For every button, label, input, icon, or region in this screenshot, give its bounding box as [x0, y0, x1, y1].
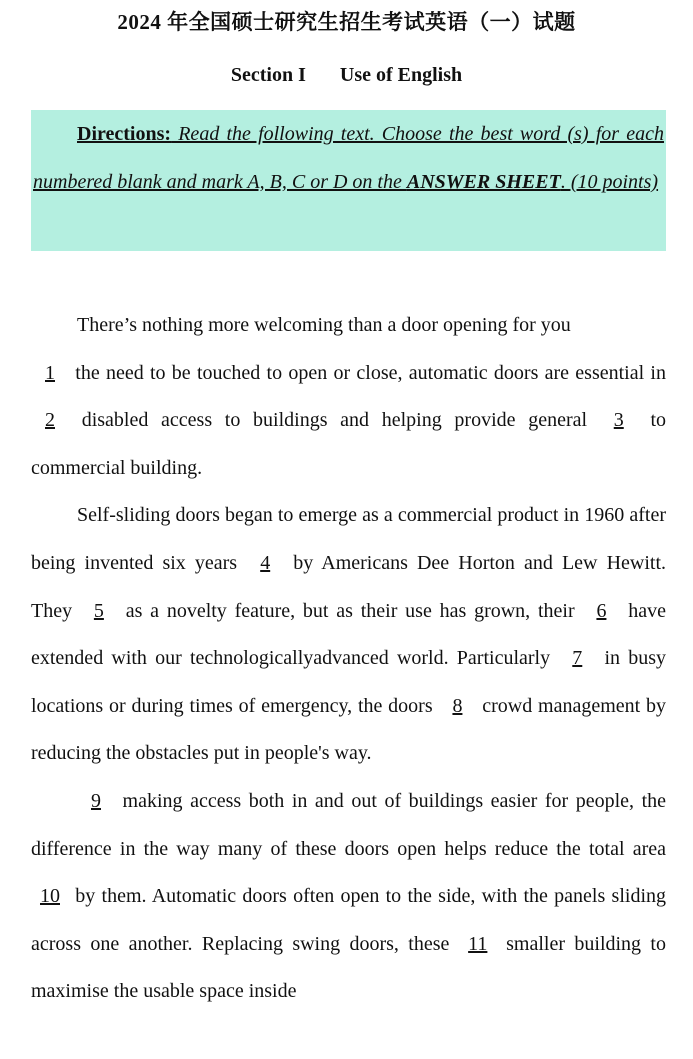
blank-10: 10: [40, 885, 60, 908]
blank-6: 6: [596, 599, 607, 622]
section-number: Section I: [230, 64, 306, 86]
passage-text: by them. Automatic doors often open to the side, with the panels sliding across one another. Replacing swing doors, these: [31, 885, 666, 955]
passage-text: as a novelty feature, but as their use has grown, their: [117, 599, 583, 622]
passage-text: to commercial building.: [31, 409, 666, 479]
passage-text: the need to be touched to open or close, automatic doors are essential in: [69, 361, 666, 384]
paragraph-3: [31, 778, 666, 1016]
blank-8: 8: [452, 694, 463, 717]
paragraph-1: [31, 302, 666, 492]
blank-1: 1: [45, 361, 55, 384]
passage-text: making access both in and out of buildings easier for people, the difference in the way many of these doors open helps reduce the total area: [31, 789, 666, 860]
blank-5: 5: [93, 599, 104, 622]
passage-text: crowd management by reducing the obstacles put in people's way.: [31, 694, 666, 765]
blank-2: 2: [45, 409, 55, 432]
passage-text: Self-sliding doors began to emerge as a commercial product in 1960 after being invented six years: [31, 504, 666, 574]
passage-text: smaller building to maximise the usable space inside: [31, 932, 666, 1003]
answer-sheet-label: ANSWER SHEET: [406, 171, 561, 193]
page-title: 2024 年全国硕士研究生招生考试英语（一）试题: [117, 10, 576, 34]
blank-3: 3: [613, 409, 624, 432]
passage-text: by Americans Dee Horton and Lew Hewitt. They: [31, 551, 667, 622]
directions-label: Directions:: [77, 123, 172, 145]
directions-box: [31, 110, 666, 251]
passage-text: There’s nothing more welcoming than a door opening for you: [77, 314, 571, 336]
section-name: Use of English: [339, 64, 463, 86]
blank-4: 4: [260, 551, 271, 574]
paragraph-2: [31, 492, 666, 778]
passage-text: in busy locations or during times of emergency, the doors: [31, 647, 666, 717]
passage: [31, 302, 666, 1016]
directions-text: [31, 110, 666, 206]
directions-points: . (10 points): [560, 171, 659, 193]
passage-text: have extended with our technologicallyadvanced world. Particularly: [31, 599, 666, 670]
blank-9: 9: [91, 789, 101, 812]
directions-instruction: Read the following text. Choose the best word (s) for each numbered blank and mark A, B, C or D on the: [33, 123, 664, 193]
blank-11: 11: [468, 932, 488, 955]
section-heading: [0, 64, 693, 87]
passage-text: disabled access to buildings and helping provide general: [69, 409, 600, 432]
blank-7: 7: [572, 647, 583, 670]
